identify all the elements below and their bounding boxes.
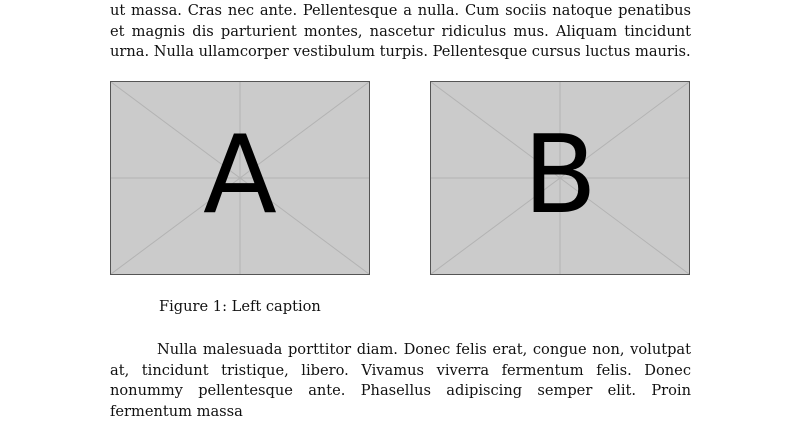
body-paragraph-top: ut massa. Cras nec ante. Pellentesque a nulla. Cum sociis natoque penatibus et magnis dis parturient montes, nascetur ridiculus mus. Aliquam tincidunt urna. Nulla ullamcorper vestibulum turpis. Pellentesque cursus luctus mauris.: [110, 2, 691, 60]
figure-placeholder-a: [110, 81, 370, 275]
figure-label-a: A: [203, 113, 277, 238]
figure-placeholder-b: [430, 81, 690, 275]
figure-label-b: B: [522, 113, 598, 238]
body-paragraph-bottom: Nulla malesuada porttitor diam. Donec felis erat, congue non, volutpat at, tincidunt tristique, libero. Vivamus viverra fermentum felis. Donec nonummy pellentesque ante. Phasellus adipiscing semper elit. Proin fermentum massa: [110, 341, 691, 420]
figure-caption: Figure 1: Left caption: [159, 298, 321, 315]
